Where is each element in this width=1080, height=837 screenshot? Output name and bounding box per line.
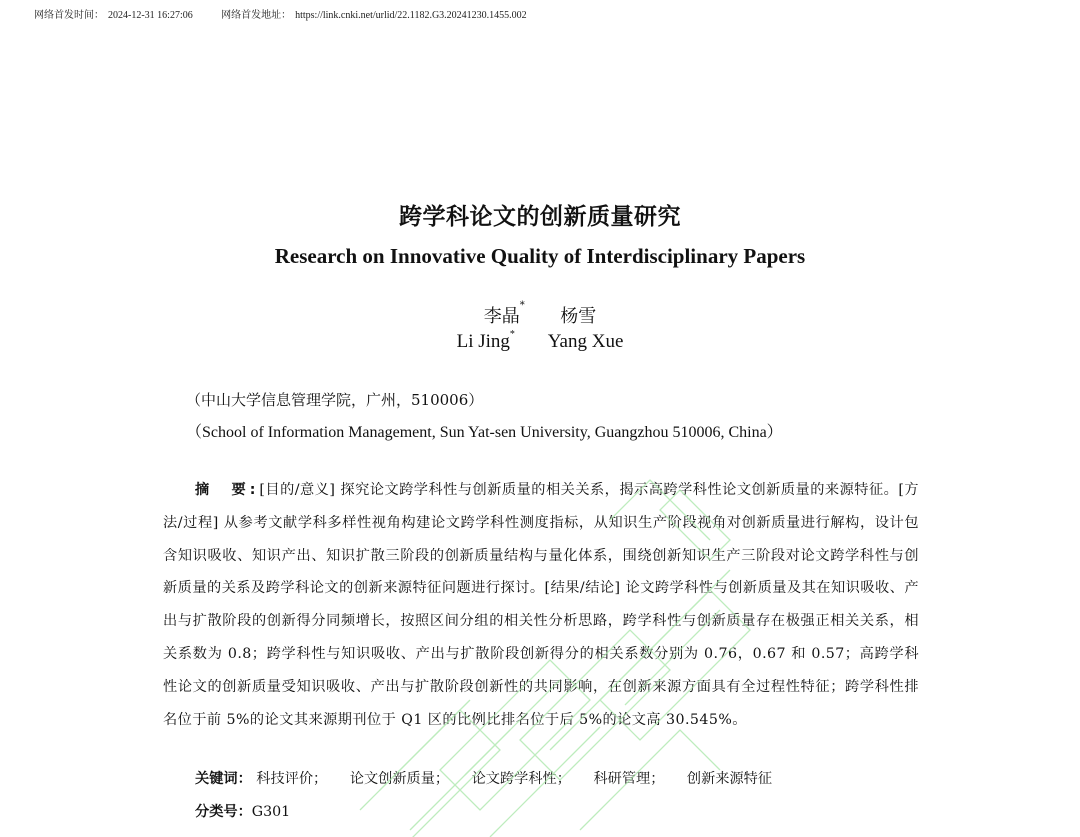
title-english: Research on Innovative Quality of Interdisciplinary Papers <box>274 244 806 268</box>
keyword-item: 创新来源特征 <box>686 771 773 787</box>
published-url-label: 网络首发地址： <box>221 10 292 21</box>
authors-chinese <box>0 302 1080 328</box>
corresponding-author-mark: * <box>519 300 525 311</box>
affiliation-chinese: （中山大学信息管理学院，广州，510006） <box>186 391 484 409</box>
abstract-text: [目的/意义] 探究论文跨学科性与创新质量的相关关系，揭示高跨学科性论文创新质量的来源特征。[方法/过程] 从参考文献学科多样性视角构建论文跨学科性测度指标，从知识生产阶段视角对创新质量进行解构，设计包含知识吸收、知识产出、知识扩散三阶段的创新质量结构与量化体系，围绕创新知识生产三阶段对论文跨学科性与创新质量的关系及跨学科论文的创新来源特征问题进行探讨。[结果/结论] 论文跨学科性与创新质量及其在知识吸收、产出与扩散阶段的创新得分同频增长，按照区间分组的相关性分析思路，跨学科性与创新质量存在极强正相关关系，相关系数为 0.8；跨学科性与知识吸收、产出与扩散阶段创新得分的相关系数分别为 0.76，0.67 和 0.57；高跨学科性论文的创新质量受知识吸收、产出与扩散阶段创新性的共同影响，在创新来源方面具有全过程性特征；跨学科性排名位于前 5%的论文其来源期刊位于 Q1 区的比例比排名位于后 5%的论文高 30.545%。 <box>163 482 919 728</box>
corresponding-author-mark: * <box>509 329 515 340</box>
published-url[interactable]: https://link.cnki.net/urlid/22.1182.G3.20241230.1455.002 <box>295 10 527 21</box>
author-name: 杨雪 <box>560 306 597 327</box>
abstract <box>163 474 919 736</box>
keywords <box>195 768 790 788</box>
published-time: 2024-12-31 16:27:06 <box>108 10 193 21</box>
abstract-label: 摘 要: <box>195 482 260 498</box>
classification-label: 分类号： <box>195 804 252 820</box>
authors-english <box>0 331 1080 353</box>
author-name: 李晶 <box>483 306 520 327</box>
affiliation-english: （School of Information Management, Sun Yat-sen University, Guangzhou 510006, China） <box>186 424 783 441</box>
author-name: Yang Xue <box>547 331 624 352</box>
title-chinese: 跨学科论文的创新质量研究 <box>399 204 681 230</box>
classification-value: G301 <box>251 804 291 820</box>
classification-number <box>195 801 290 821</box>
keyword-item: 科研管理； <box>593 771 665 787</box>
published-time-label: 网络首发时间： <box>34 10 104 21</box>
publication-header <box>34 6 531 21</box>
keyword-item: 科技评价； <box>256 771 328 787</box>
keyword-item: 论文创新质量； <box>349 771 450 787</box>
keywords-label: 关键词： <box>195 771 252 787</box>
author-name: Li Jing <box>456 331 510 352</box>
keyword-item: 论文跨学科性； <box>471 771 571 787</box>
